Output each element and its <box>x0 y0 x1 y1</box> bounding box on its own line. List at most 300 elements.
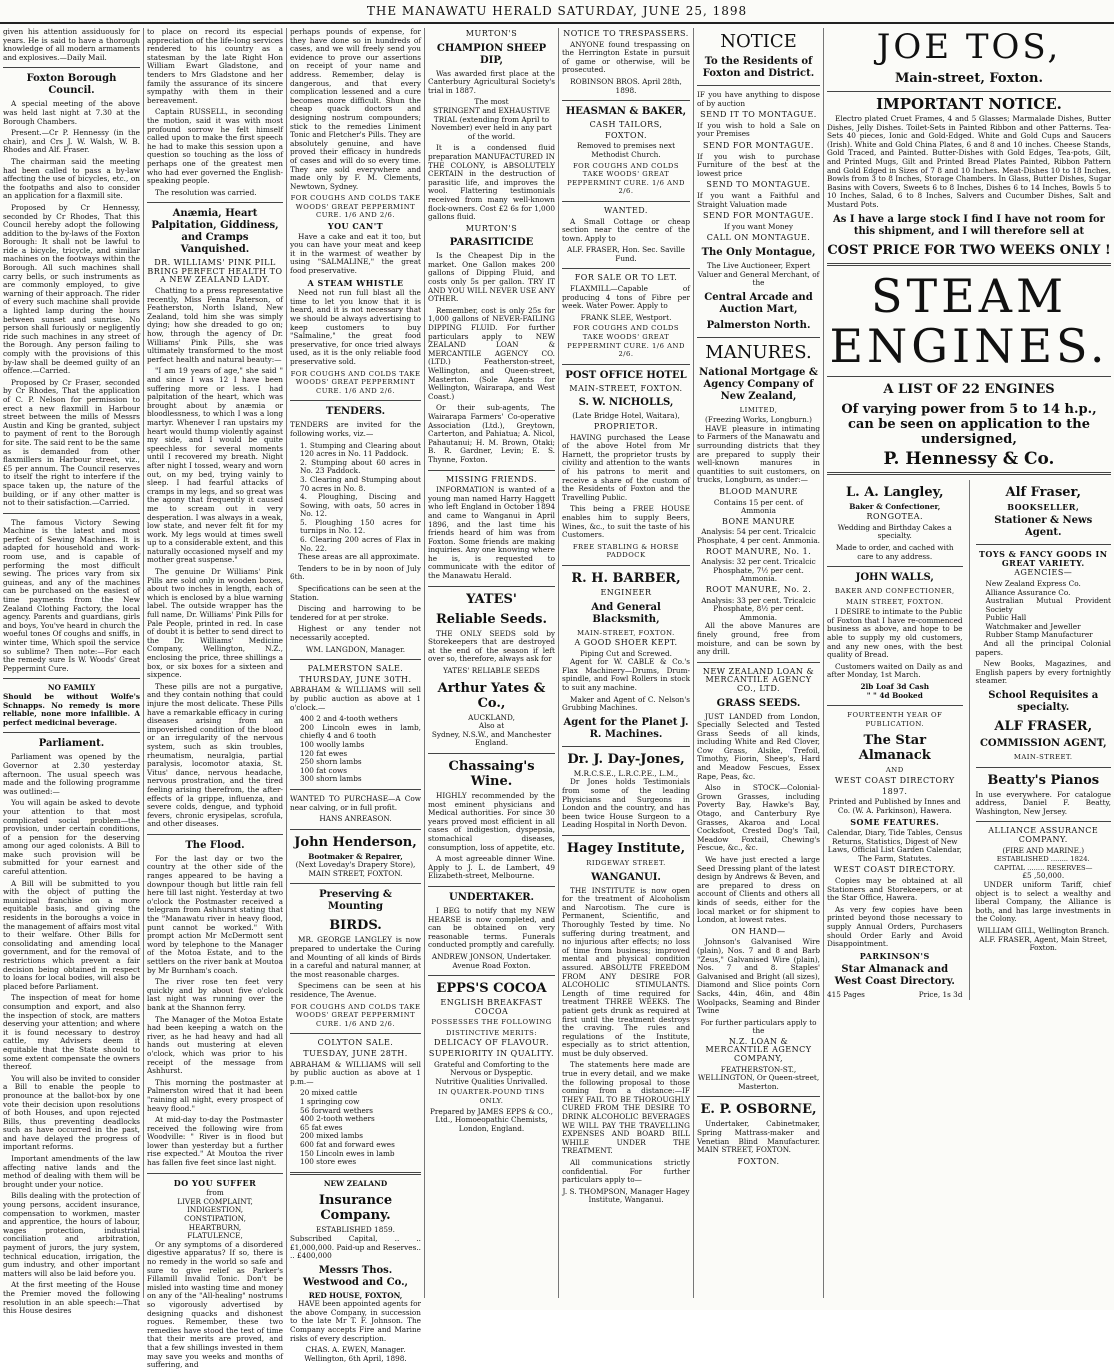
list-item: INDIGESTION, <box>186 1205 244 1215</box>
list-item: 2. Stumping about 60 acres in No. 23 Paddock. <box>300 457 421 476</box>
heading-nicholls: S. W. NICHOLLS, <box>578 397 674 409</box>
text: Also at <box>478 721 505 731</box>
divider <box>827 705 963 706</box>
heading-national-mortgage: National Mortgage & Agency Company of New Zealand, <box>699 366 818 402</box>
heading-alf-fraser: Alf Fraser, <box>1005 484 1081 500</box>
text: As I have a large stock I find I have not room for this shipment, and I will therefore sell at <box>833 213 1105 237</box>
signature: ALF. FRASER, Agent, Main Street, Foxton. <box>979 934 1108 953</box>
paragraph: Should be without Wolfe's Schnapps. No remedy is more reliable, none more infallible. A perfect medicinal beverage. <box>3 691 140 727</box>
text: " " 4d Booked <box>866 690 923 700</box>
text: Piping Cut and Screwed. <box>580 648 672 658</box>
list-item: 400 2 and 4-tooth wethers <box>300 714 398 724</box>
heading-arthur-yates: Arthur Yates & Co., <box>437 680 546 711</box>
notice-line: SEND FOR MONTAGUE. <box>703 140 814 150</box>
text: DISTINCTIVE MERITS: <box>445 1028 538 1037</box>
heading-champion-dip: CHAMPION SHEEP DIP, <box>436 42 547 66</box>
heading-preserving: Preserving & Mounting <box>319 889 392 913</box>
text: LIMITED, <box>739 405 778 414</box>
list-item: Australian Mutual Provident Society <box>985 596 1111 614</box>
heading-hagey: Hagey Institute, <box>566 841 686 856</box>
subheading: Baker & Confectioner, <box>849 501 941 511</box>
text: AUCKLAND, <box>468 712 515 722</box>
paragraph: JUST LANDED from London, Specially Selected and Tested Grass Seeds of all kinds, including White and Red Clover, Cow Grass, Alsike, Trefoil, Timothy, Fiorin, Sheep's, Hard and Meadow Fescues, Essex Rape, Peas, &c. <box>697 711 820 781</box>
paragraph: Tenders to be in by noon of July 6th. <box>290 563 421 582</box>
column-rule <box>969 480 970 1000</box>
divider <box>562 746 690 747</box>
address: Main-street, Foxton. <box>895 71 1043 86</box>
paragraph: Bills dealing with the protection of young persons, accident insurance, compensation to workmen, master and apprentice, the hours of labour, wages protection, industrial conciliation and arbitration, payment of jurors, the jury system, technical education, irrigation, the gum industry, and other important matters will also be laid before you. <box>3 1191 140 1278</box>
paragraph: All communications strictly confidential. For further particulars apply to— <box>562 1158 690 1185</box>
heading-steam-whistle: A STEAM WHISTLE <box>307 277 404 288</box>
heading-insurance: Insurance Company. <box>318 1193 393 1224</box>
heading-steam: STEAM <box>870 268 1068 323</box>
address: MAIN-STREET, FOXTON. <box>577 628 675 637</box>
heading-no-family: NO FAMILY <box>47 683 96 693</box>
manure-analysis: Analysis: 32 per cent. Tricalcic Phosphate, 7½ per cent. Ammonia. <box>701 557 816 584</box>
paragraph: Proposed by Cr Hennessy, seconded by Cr Rhodes, That this Council hereby adopt the following addition to the by-laws of the Foxton Borough: It shall not be lawful to ride a bicycle, tricycle, and similar machines on the footways within the Borough. All such machines shall carry bells, or such instruments as are commonly employed, to give warning of their approach. The rider of every such machine shall provide a lighted lamp during the hours between sunset and sunrise. No person shall furiously or negligently ride such machines in any street of the Borough. Any person failing to comply with the provisions of this by-law shall be deemed guilty of an offence.—Carried. <box>3 202 140 376</box>
paragraph: Remember, cost is only 25s for 1,000 gallons of NEVER-FAILING DIPPING FLUID. For further particulars apply to NEW ZEALAND LOAN & MERCANTILE AGENCY CO. (LTD.) Featherston-street, Wellington, and Queen-street, Masterton. (Sole Agents for Wellington, Wairarapa, and West Coast.) <box>428 305 555 401</box>
paragraph: This morning the postmaster at Palmerston wired that it had been "raining all night, every prospect of heavy flood." <box>147 1077 283 1113</box>
paragraph: I BEG to notify that my NEW HEARSE is now completed, and can be obtained on very reasonable terms. Funerals conducted promptly and carefully. <box>428 905 555 950</box>
paragraph: At mid-day to-day the Postmaster received the following wire from Woodville: " River is in flood but lower than yesterday but a further rise expected." At Moutoa the river has fallen five feet since last night. <box>147 1115 283 1168</box>
ad-cough-cure: FOR COUGHS AND COLDS TAKE WOODS' GREAT PEPPERMINT CURE. 1/6 AND 2/6. <box>567 324 685 359</box>
paragraph: Customers waited on Daily as and after Monday, 1st March. <box>827 661 963 680</box>
divider <box>697 85 820 86</box>
heading-wanted: WANTED. <box>604 205 648 215</box>
paragraph: These areas are all approximate. <box>298 552 420 562</box>
paragraph: Undertaker, Cabinetmaker, Spring Mattrass-maker and Venetian Blind Manufacturer. MAIN STREET, FOXTON. <box>697 1119 820 1155</box>
heading-birds: BIRDS. <box>329 918 382 934</box>
paragraph: These pills are not a purgative, and they contain nothing that could injure the most delicate. These Pills have a remarkable efficacy in curing diseases arising from an impoverished condition of the blood or an irregularity of the nervous system, such as skin troubles, rheumatism, neuralgia, partial paralysis, locomotor ataxia, St. Vitus' dance, nervous headache, nervous prostration, and the tired feeling arising therefrom, the after-effects of la grippe, influenza, and severe colds, dengue, and typhoid fevers, chronic erysipelas, scrofula, and other diseases. <box>147 681 283 829</box>
paragraph: FLAXMILL—Capable of producing 4 tons of Fibre per week. Water Power. Apply to <box>562 284 690 311</box>
paragraph: ANYONE found trespassing on the Herrington Estate in pursuit of game or otherwise, will be prosecuted. <box>562 39 690 75</box>
text: CAPITAL ........ RESERVES— <box>994 863 1093 872</box>
heading-alliance: ALLIANCE ASSURANCE COMPANY. <box>988 826 1099 844</box>
list-item: Rubber Stamp Manufacturer <box>985 630 1093 640</box>
paragraph: Electro plated Cruet Frames, 4 and 5 Glasses; Marmalade Dishes, Butter Dishes, Jelly Dishes. Toilet-Sets in Painted Ribbon and other Patterns. Tea-Sets 40 pieces, Ionic and Gold-Edged. White and Gold Cups and Saucers (Irish). White and Gold China Plates, 6 and 8 and 10 inches. Cheese Stands, Gold Traced, and Painted. Butter-Dishes with Gold Edges, Tea-pots, Gilt, and Printed Mugs, Gilt and Printed Bread Plates Painted, Ribbon Pattern and Gold Edged in Sizes of 7 8 and 10 Inches. Meat-Dishes 10 to 18 Inches, Bowls from 3 to 8 Inches, Storage Chambers. In Glass, Butter Dishes, Sugar Basins with Covers, Sweets 6 to 8 Inches, Dishes 6 to 14 Inches, Bowls 5 to 10 Inches, Salad, 6 to 8 Inches, Salvers and Cucumber Dishes, Salt and Mustard Pots. <box>827 114 1111 209</box>
paragraph: THE ONLY SEEDS sold by Storekeepers that are destroyed at the end of the season if left over so, therefore, always ask for <box>428 628 555 664</box>
heading-important-notice: IMPORTANT NOTICE. <box>876 95 1062 113</box>
paragraph: UNDER uniform Tariff, chief object is to select a wealthy and liberal Company, the Alliance is both, and has large investments in the Colony. <box>975 879 1111 924</box>
divider <box>976 767 1112 768</box>
list-item: 20 mixed cattle <box>300 1088 358 1098</box>
manure-analysis: Analysis: 54 per cent. Tricalcic Phosphate, 4 per cent. Ammonia. <box>697 527 820 545</box>
divider <box>428 586 555 587</box>
paragraph: to place on record its especial appreciation of the life-long services rendered to his country as a statesman by the late Right Hon William Ewart Gladstone, and tenders to Mrs Gladstone and her family the assurance of its sincere sympathy with them in their bereavement. <box>147 27 283 105</box>
text: WEST COAST DIRECTORY <box>834 776 955 785</box>
address: (Next Loveday's Drapery Store), <box>295 860 416 870</box>
subheading: COMMISSION AGENT, <box>979 738 1107 750</box>
text: M.R.C.S.E., L.R.C.P.E., L.M., <box>573 768 679 778</box>
paragraph: A special meeting of the above was held last night at 7.30 at the Borough Chambers. <box>3 99 140 126</box>
subheading: BOOKSELLER, <box>1007 501 1080 512</box>
subheading: CASH TAILORS, <box>589 120 663 130</box>
list-item: 200 mixed lambs <box>300 1131 363 1141</box>
text: AND <box>885 766 904 775</box>
paragraph: perhaps pounds of expense, for they have done so in hundreds of cases, and we will freely send you evidence to prove our assertions on receipt of your name and address. Remember, delay is dangerous, and that every complication lessened and a cure becomes more difficult. Shun the cheap quack doctors and designing nostrum compounders; stick to the remedies Liniment Tonic and Fletcher's Pills. They are absolutely genuine, and have proved their efficacy in hundreds of cases and will do so every time. They are sold everywhere and made only by F. M. Clements, Newtown, Sydney. <box>290 27 421 191</box>
paragraph: The chairman said the meeting had been called to pass a by-law affecting the use of bicycles, etc., on the footpaths and also to consider an application for a flaxmill site. <box>3 156 140 201</box>
paragraph: Parliament was opened by the Governor at 2.30 yesterday afternoon. The usual speech was made and the following programme was outlined:— <box>3 752 140 796</box>
paragraph: The genuine Dr Williams' Pink Pills are sold only in wooden boxes, about two inches in length, each of which is enclosed by a blue warning label. The outside wrapper has the full name, Dr. Williams' Pink Pills for Pale People, printed in red. In case of doubt it is better to send direct to the Dr. Williams' Medicine Company, Wellington, N.Z., enclosing the price, three shillings a box, or six boxes for a sixteen and sixpence. <box>147 567 283 680</box>
signature: ALF. FRASER, Hon. Sec. Saville Fund. <box>567 245 685 263</box>
list-item: LIVER COMPLAINT, <box>177 1196 253 1206</box>
paragraph: "I am 19 years of age," she said " and since I was 12 I have been suffering more or less. I had palpitation of the heart, which was brought about by anæmia or bloodlessness, to which I was a long martyr. Whenever I ran upstairs my heart would thump violently against my side, and I would be quite speechless for several moments until I recovered my breath. Night after night I tossed, weary and worn out, on my bed, trying vainly to sleep. I had fearful attacks of cramps in my legs, and so great was the agony that frequently it caused me to scream out in very desperation. I was always in a weak, low state, and never felt fit for my work. My legs would at times swell up to a considerable extent, and this naturally occasioned myself and my mother great suspense." <box>147 366 283 565</box>
heading-manures: MANURES. <box>705 341 812 363</box>
text: (Freezing Works, Longburn.) <box>705 415 812 425</box>
text: Removed to premises next Methodist Church. <box>576 141 676 159</box>
paragraph: As very few copies have been printed beyond those necessary to supply Annual Orders, Purchasers should Order Early and Avoid Disappointment. <box>827 904 963 949</box>
tenders-list <box>290 442 421 554</box>
price: Price, 1s 3d <box>918 990 963 1000</box>
paragraph: Dr Jones holds Testimonials from some of the leading Physicians and Surgeons in London and the country, and has been twice House Surgeon to a Leading Hospital in North Devon. <box>562 777 690 830</box>
list-item: 100 fat cows <box>300 765 348 775</box>
notice-line: SEND TO MONTAGUE. <box>706 180 811 190</box>
list-item: 120 fat ewes <box>300 748 348 758</box>
text: SUPERIORITY IN QUALITY. <box>428 1049 555 1059</box>
notice-line: If you want a Faithful and Straight Valuation made <box>697 190 820 209</box>
address: RIDGEWAY STREET. <box>586 859 666 867</box>
divider <box>562 835 690 836</box>
divider <box>290 1172 421 1175</box>
address: MAIN-STREET. <box>1013 753 1073 762</box>
paragraph: Maker and Agent of C. Nelson's Grubbing Machines. <box>562 694 690 713</box>
manure-analysis: Analysis: 33 per cent. Tricalcic Phosphate, 8½ per cent. Ammonia. <box>701 595 816 622</box>
column-4 <box>425 28 558 1298</box>
heading-joe-tos: JOE TOS, <box>876 27 1062 67</box>
list-item: 1. Stumping and Clearing about 120 acres in No. 11 Paddock. <box>300 440 421 459</box>
text: YATES' RELIABLE SEEDS <box>443 666 540 676</box>
heading-palmerston-north: Palmerston North. <box>706 319 811 331</box>
divider <box>147 202 283 203</box>
text: WEST COAST DIRECTORY. <box>833 865 956 875</box>
heading-tenders: TENDERS. <box>325 406 386 418</box>
paragraph: The inspection of meat for home consumption and export, and also the inspection of stock, are matters deserving your attention; and where it is found necessary to destroy cattle, my Advisers deem it equitable that the State should to some extent compensate the owners thereof. <box>3 993 140 1072</box>
paragraph: Have a cake and eat it too, but you can have your meat and keep it in the warmest of weather by using "SALMALINE," the great food preservative. <box>290 231 421 276</box>
heading-trespassers: NOTICE TO TRESPASSERS. <box>563 29 689 38</box>
heading-residents: To the Residents of Foxton and District. <box>702 56 815 79</box>
notice-line: If you wish to hold a Sale on your Premises <box>697 120 820 139</box>
divider <box>147 1173 283 1174</box>
paragraph: STRINGENT and EXHAUSTIVE TRIAL (extending from April to November) ever held in any part of the world. <box>431 105 552 141</box>
paragraph: The resolution was carried. <box>155 187 257 197</box>
divider <box>827 566 963 567</box>
heading-yates: YATES' <box>466 591 517 607</box>
paragraph: The river rose ten feet very quickly and by about five o'clock last night was running over the bank at the Shannon ferry. <box>147 977 283 1012</box>
column-6 <box>694 28 823 1298</box>
ad-cough-cure: FOR COUGHS AND COLDS TAKE WOODS' GREAT PEPPERMINT CURE. 1/6 AND 2/6. <box>290 194 421 220</box>
address: MAIN STREET, FOXTON. <box>308 868 403 878</box>
text: IN QUARTER-POUND TINS ONLY. <box>438 1088 545 1106</box>
manure-name: BONE MANURE <box>721 516 796 526</box>
divider <box>562 268 690 269</box>
divider <box>697 1096 820 1097</box>
column-3 <box>287 27 424 1363</box>
list-item: 100 woolly lambs <box>300 739 365 749</box>
text: FREE STABLING & HORSE PADDOCK <box>572 542 680 560</box>
signature: WM. LANGDON, Manager. <box>305 644 406 654</box>
text: ESTABLISHED ........ 1824. <box>996 855 1090 864</box>
heading-murtons: MURTON'S <box>465 29 518 38</box>
heading-planet: Agent for the Planet J. R. Machines. <box>563 716 689 740</box>
text: FOXTON. <box>604 130 648 140</box>
text: 1897. <box>882 786 908 796</box>
subheading: Stationer & News Agent. <box>994 515 1093 539</box>
divider <box>976 821 1112 822</box>
text: PARKINSON'S <box>859 950 930 961</box>
heading-john-walls: JOHN WALLS, <box>855 572 934 584</box>
paragraph: Or any symptoms of a disordered digestive apparatus? If so, there is no remedy in the world so safe and sure to give relief as Parker's Fillamill Invalid Tonic. Don't be misled into wasting time and money on any of the "All-healing" nostrums so vigorously advertised by designing quacks and dishonest rogues. Remember, these two remedies have stood the test of time that their merits are proved, and that a few shillings invested in them may save you weeks and months of suffering, and <box>147 1239 283 1370</box>
heading-colyton-sale: COLYTON SALE. <box>317 1038 394 1048</box>
paragraph: The famous Victory Sewing Machine is the latest and most perfect of Sewing Machines. It is adapted for household and work-room use, and is capable of performing the most difficult sewing. The prices vary from six guineas, and any of the machines can be purchased on the easiest of time payments from the New Zealand Clothing Factory, the local agency. Parents and guardians, girls and boys, You've heard in church the woeful tones Of coughs and sniffs, in winter time, Which spoil the service so sublime? Then note:—For each the remedy sure Is W. Woods' Great Peppermint Cure. <box>3 517 140 673</box>
paragraph: Discing and harrowing to be tendered for at per stroke. <box>290 604 421 622</box>
heading-john-henderson: John Henderson, <box>294 834 417 850</box>
paragraph: Specifications can be seen at the Station. <box>290 584 421 602</box>
paragraph: Agent for W. CABLE & Co.'s Flax Machinery—Drums, Drum-spindle, and Fowl Rollers in stock to suit any machine. <box>562 657 690 693</box>
column-2 <box>144 27 286 1370</box>
masthead-title: THE MANAWATU HERALD SATURDAY, JUNE 25, 1898 <box>366 4 748 18</box>
divider <box>428 975 555 976</box>
paragraph: Proposed by Cr Fraser, seconded by Cr Rhodes, That the application of C. P. Nelson for permission to erect a new flaxmill in Harbour street between the mills of Messrs Austin and King be granted, subject to payment of rent to the Borough for site. The said rent to be the same as is demanded from other flaxmillers in Harbour street, viz., £5 per annum. The Council reserves to itself the right to interfere if the space taken up, the nature of the building, or if any other matter is not to their satisfaction.—Carried. <box>3 377 140 508</box>
divider <box>697 662 820 663</box>
notice-line: If you want Money <box>724 221 793 231</box>
paragraph: Is the Cheapest Dip in the market. One Gallon makes 200 gallons of Dipping Fluid, and costs only 5s per gallon. TRY IT AND YOU WILL NEVER USE ANY OTHER. <box>428 251 555 304</box>
heading-flood: The Flood. <box>185 839 245 851</box>
subheading: RED HOUSE, FOXTON, <box>308 1290 403 1300</box>
text: RONGOTEA. <box>866 512 924 522</box>
heading-murtons: MURTON'S <box>465 223 518 233</box>
heading-star2: Star Almanack and West Coast Directory. <box>834 964 955 988</box>
paragraph: I DESIRE to intimate to the Public of Foxton that I have re-commenced business as above, and hope to be able to supply my old customers, and any new ones, with the best quality of Bread. <box>827 607 963 660</box>
paragraph: Important amendments of the law affecting native lands and the method of dealing with them will be brought under your notice. <box>3 1154 140 1189</box>
divider <box>428 470 555 471</box>
signature: CHAS. A. EWEN, Manager. Wellington, 6th April, 1898. <box>304 1345 407 1363</box>
text: 2lb Loaf 3d Cash <box>860 682 930 692</box>
paragraph: Made to order, and cached with care to any address. <box>835 542 954 561</box>
signature: ROBINSON BROS. April 28th, 1898. <box>570 76 682 95</box>
divider <box>290 400 421 401</box>
heading-post-office-hotel: POST OFFICE HOTEL <box>565 369 687 381</box>
established: ESTABLISHED 1859. <box>316 1225 395 1235</box>
list-item: 4. Ploughing, Discing and Sowing, with oats, 50 acres in No. 12. <box>300 492 421 519</box>
list-item: Alliance Assurance Co. <box>985 587 1071 597</box>
heading-do-you-suffer: DO YOU SUFFER <box>173 1177 257 1188</box>
list-item: 100 store ewes <box>300 1157 357 1167</box>
paragraph: Wedding and Birthday Cakes a specialty. <box>837 522 952 541</box>
heading-westwood: Messrs Thos. Westwood and Co., <box>302 1264 409 1288</box>
article-intro: given his attention assiduously for years. He is said to have a thorough knowledge of all modern armaments and explosives.—Daily Mail. <box>3 27 140 62</box>
text: DELICACY OF FLAVOUR. <box>434 1038 549 1048</box>
heading-parliament: Parliament. <box>38 738 105 750</box>
list-item: Watchmaker and Jeweller <box>985 621 1081 631</box>
column-1 <box>0 27 143 1316</box>
text: TOYS & FANCY GOODS IN GREAT VARIETY. <box>978 549 1108 568</box>
heading-hennessy: P. Hennessy & Co. <box>883 448 1055 469</box>
list-item: 3. Clearing and Stumping about 70 acres in No. 8. <box>300 474 421 493</box>
text: £5 ,50,000. <box>1022 871 1065 881</box>
divider <box>428 886 555 887</box>
paragraph: New Books, Magazines, and English papers by every fortnightly steamer. <box>975 659 1111 686</box>
text: SOME FEATURES. <box>850 817 940 828</box>
price-row <box>827 991 963 1000</box>
divider <box>827 263 1111 266</box>
notice-line: IF you have anything to dispose of by auction <box>697 90 820 108</box>
paragraph: HAVING purchased the Lease of the above Hotel from Mr Harnett, the proprietor trusts by civility and attention to the wants of his patrons to merit and receive a share of the custom of the Residents of Foxton and the Travelling Public. <box>562 432 690 502</box>
heading-nz: NEW ZEALAND <box>323 1178 388 1188</box>
text: (FIRE AND MARINE.) <box>1002 845 1085 855</box>
list-item: 200 Lincoln ewes in lamb, chiefly 4 and 6 tooth <box>300 722 421 741</box>
heading-cost-price: COST PRICE FOR TWO WEEKS ONLY ! <box>827 242 1111 258</box>
paragraph: Calendar, Diary, Tide Tables, Census Returns, Statistics, Digest of New Laws, Official List Garden Calendar, The Farm, Statutes. <box>827 827 963 863</box>
divider <box>562 201 690 202</box>
heading-undertaker: UNDERTAKER. <box>448 891 535 903</box>
pages: 415 Pages <box>827 990 865 1000</box>
paragraph: You will also be invited to consider a Bill to enable the people to pronounce at the ballot-box by one vote their decision upon resolutions of both Houses, and upon rejected Bills, thus preventing deadlocks such as have occurred in the past, and have delayed the progress of important reforms. <box>3 1073 140 1152</box>
divider <box>290 883 421 884</box>
heading-day-jones: Dr. J. Day-Jones, <box>567 751 685 767</box>
manure-name: BLOOD MANURE <box>719 487 798 497</box>
heading-chassaing: Chassaing's Wine. <box>448 759 535 789</box>
signature: WILLIAM GILL, Wellington Branch. <box>977 925 1110 935</box>
heading-missing-friends: MISSING FRIENDS. <box>446 474 537 484</box>
paragraph: Highest or any tender not necessarily accepted. <box>290 624 421 642</box>
paragraph: THE INSTITUTE is now open for the treatment of Alcoholism and Narcotism. The cure is Permanent, Scientific, and Thoroughly Tested by time. No suffering during treatment, and no injurious after effects; no loss of time from business; improved mental and physical condition assured. ABSOLUTE FREEDOM FROM ANY DESIRE FOR ALCOHOLIC STIMULANTS. Length of time required for treatment THREE WEEKS. The patient gets drunk as required at first until the treatment destroys the craving. The rules and regulations of the Institute, especially as to strict attention, must be duly observed. <box>562 885 690 1058</box>
paragraph: Also in STOCK—Colonial-Grown Grasses, including Poverty Bay, Hawke's Bay, Otago, and Canterbury Rye Grasses, Akaroa and Local Cocksfoot, Crested Dog's Tail, Meadow Foxtail, Chewing's Fescue, &c., &c. <box>697 783 820 853</box>
heading-epps: EPPS'S COCOA <box>436 981 547 997</box>
ad-cough-cure: FOR COUGHS AND COLDS TAKE WOODS' GREAT PEPPERMINT CURE. 1/6 AND 2/6. <box>290 369 421 395</box>
signature: ANDREW JONSON, Undertaker. Avenue Road Foxton. <box>431 951 552 970</box>
text: Of varying power from 5 to 14 h.p., can be seen on application to the undersigned, <box>841 401 1097 447</box>
paragraph: This being a FREE HOUSE enables him to supply Beers, Wines, &c., to suit the taste of his Customers. <box>562 504 690 540</box>
list-item: 1 springing cow <box>300 1096 360 1106</box>
paragraph: Copies may be obtained at all Stationers and Storekeepers, or at the Star Office, Hawera. <box>827 875 963 903</box>
divider <box>3 732 140 733</box>
text: Sydney, N.S.W., and Manchester England. <box>431 729 552 748</box>
paragraph: In use everywhere. For catalogue address, Daniel F. Beatty, Washington, New Jersey. <box>975 789 1111 816</box>
paragraph: A most agreeable dinner Wine. Apply to J. L. de Lambert, 49 Elizabeth-street, Melbourne. <box>428 854 555 881</box>
heading-palmerston-sale: PALMERSTON SALE. <box>307 664 404 674</box>
list-item: CONSTIPATION, <box>184 1214 246 1224</box>
paragraph: You will again be asked to devote your attention to that most complicated social problem—the provision, under certain conditions, of a pension for the deserving among our aged colonists. A Bill to make such provision will be submitted for your earnest and careful attention. <box>3 798 140 877</box>
text: PROPRIETOR. <box>593 422 659 431</box>
paragraph: All the above Manures are finely ground, free from moisture, and can be sown by any drill. <box>697 621 820 657</box>
paragraph: ABRAHAM & WILLIAMS will sell by public auction as above at 1 o'clock.— <box>290 685 421 712</box>
notice-line: CALL ON MONTAGUE. <box>706 233 811 243</box>
text: The most <box>474 97 509 107</box>
text: FOXTON. <box>737 1156 780 1166</box>
text: (Late Bridge Hotel, Waitara), <box>572 411 680 421</box>
paragraph: Subscribed Capital, .. .. £1,000,000. Paid-up and Reserves.. .. £400,000 <box>290 1233 421 1261</box>
paragraph: HAVE pleasure in intimating to Farmers of the Manawatu and surrounding districts that they are prepared to supply their well-known manures in quantities to suit customers, on trucks, Longburn, as under:— <box>697 423 820 485</box>
address: FEATHERSTON-ST., WELLINGTON, Or Queen-street, Masterton. <box>697 1064 820 1091</box>
divider <box>562 565 690 566</box>
sale-date: THURSDAY, JUNE 30TH. <box>299 674 412 684</box>
paragraph: Chatting to a press representative recently, Miss Fenna Paterson, of Featherston, North Island, New Zealand, told him she was simply dying; how she dreaded to go on; how, through the agency of Dr. Williams' Pink Pills, she was ultimately transformed to the most perfect health and natural beauty:— <box>147 286 283 364</box>
manure-name: ROOT MANURE, No. 1. <box>705 546 812 556</box>
text: FOURTEENTH YEAR OF PUBLICATION. <box>847 711 943 728</box>
divider <box>290 829 421 830</box>
manure-name: ROOT MANURE, No. 2. <box>705 584 812 594</box>
heading-beattys-pianos: Beatty's Pianos <box>987 772 1100 788</box>
subcolumn-right <box>976 480 1112 1000</box>
divider <box>428 753 555 754</box>
paragraph: Printed and Published by Innes and Co. (W. A. Parkinson), Hawera. <box>828 797 961 815</box>
heading-for-sale: FOR SALE OR TO LET. <box>574 273 678 283</box>
paragraph: Was awarded first place at the Canterbury Agricultural Society's trial in 1887. <box>428 68 555 95</box>
notice-line: SEND IT TO MONTAGUE. <box>700 110 817 120</box>
list-item: New Zealand Express Co. <box>985 578 1081 588</box>
paragraph: WANTED TO PURCHASE—A Cow near calving, or in full profit. <box>290 793 421 812</box>
heading-blacksmith: And General Blacksmith, <box>591 601 661 625</box>
heading-notice: NOTICE <box>720 31 797 52</box>
list-item: 150 Lincoln ewes in lamb <box>300 1148 395 1158</box>
divider <box>827 472 1111 475</box>
text: For further particulars apply to the <box>700 1017 817 1036</box>
ad-cough-cure: FOR COUGHS AND COLDS TAKE WOODS' GREAT PEPPERMINT CURE. 1/6 AND 2/6. <box>290 1002 421 1028</box>
divider <box>290 1033 421 1034</box>
paragraph: For the last day or two the country at the other side of the ranges appeared to be having a downpour though but little rain fell here till last night. Yesterday at two o'clock the Postmaster received a telegram from Ashhurst stating that the "Manawatu river in heavy flood, punt cannot be worked." With prompt action Mr McDermott sent word by telephone to the Manager of the Motoa Estate, and to the settlers on the river bank at Moutoa by Mr Burnham's coach. <box>147 853 283 975</box>
paragraph: INFORMATION is wanted of a young man named Harry Haggett who left England in October 1894 and came to Wanganui in April 1896, and the last time his friends heard of him was from Foxton. Some friends are making inquiries. Any one knowing where he is, is requested to communicate with the editor of the Manawatu Herald. <box>428 485 555 581</box>
heading-barber: R. H. BARBER, <box>571 570 681 586</box>
divider <box>562 100 690 101</box>
text: School Requisites a specialty. <box>988 690 1099 714</box>
text: POSSESSES THE FOLLOWING <box>431 1018 552 1027</box>
address: MAIN-STREET, FOXTON. <box>569 383 683 393</box>
heading-alf-fraser-2: ALF FRASER, <box>994 719 1093 735</box>
divider <box>147 834 283 835</box>
paragraph: At the first meeting of the House the Premier moved the following resolution in an able speech:—That this House desires <box>3 1280 140 1316</box>
subcolumn-left <box>827 480 963 1000</box>
list-item: Public Hall <box>985 613 1027 623</box>
paragraph: The Live Auctioneer, Expert Valuer and General Merchant, of the <box>697 260 820 288</box>
text: Grateful and Comforting to the Nervous or Dyspeptic. <box>433 1059 550 1078</box>
heading-list-engines: A LIST OF 22 ENGINES <box>883 381 1055 397</box>
ad-cough-cure: FOR COUGHS AND COLDS TAKE WOODS' GREAT PEPPERMINT CURE. 1/6 AND 2/6. <box>567 161 685 196</box>
heading-osborne: E. P. OSBORNE, <box>700 1102 817 1118</box>
list-item: 5. Ploughing 150 acres for turnips in No. 12. <box>300 517 421 536</box>
text: ON HAND— <box>731 926 786 936</box>
list-item: 65 fat ewes <box>300 1122 343 1132</box>
text: Prepared by JAMES EPPS & CO., Ltd., Homoeopathic Chemists, London, England. <box>429 1106 553 1133</box>
heading-grass-seeds: GRASS SEEDS. <box>716 697 801 709</box>
two-column-ads <box>827 480 1111 1000</box>
sale-date: TUESDAY, JUNE 28TH. <box>303 1049 408 1058</box>
heading-montague: The Only Montague, <box>701 246 816 258</box>
heading-foxton-council: Foxton Borough Council. <box>26 73 117 97</box>
signature: J. S. THOMPSON, Manager Hagey Institute, Wanganui. <box>562 1186 690 1205</box>
address: MAIN STREET, FOXTON. <box>845 597 944 606</box>
divider <box>827 91 1111 92</box>
column-7 <box>824 28 1114 1298</box>
paragraph: Need not run full blast all the time to let you know that it is heard, and it is not necessary that we should be always advertising to keep customers to buy "Salmaline," the great food preservative, for once tried always used, as it is the only reliable food preservative sold. <box>290 288 421 366</box>
paragraph: MR. GEORGE LANGLEY is now prepared to undertake the Curing and Mounting of all kinds of Birds in a careful and natural manner, at the most reasonable charges. <box>290 935 421 979</box>
column-5 <box>559 28 693 1298</box>
notice-line: If you wish to purchase Furniture of the best at the lowest price <box>697 151 820 178</box>
text: A GOOD SHOER KEPT. <box>574 638 678 648</box>
list-item: HEARTBURN, <box>188 1222 242 1232</box>
heading-engines: ENGINES. <box>829 318 1109 373</box>
sale-list <box>290 1089 421 1166</box>
heading-wanganui: WANGANUI. <box>591 871 661 883</box>
heading-langley: L. A. Langley, <box>846 484 944 500</box>
paragraph: A Bill will be submitted to you with the object of putting the municipal franchise on a more equitable basis, and giving the residents in the boroughs a voice in the management of affairs most vital to their welfare. Other Bills for consolidating and amending local government, and for the removal of restrictions which prevent a fair decision being obtained in respect to loans for local bodies, will also be placed before Parliament. <box>3 878 140 991</box>
heading-parasiticide: PARASITICIDE <box>449 237 534 249</box>
agencies-list <box>976 580 1112 640</box>
heading-reliable-seeds: Reliable Seeds. <box>435 611 548 627</box>
paragraph: ABRAHAM & WILLIAMS will sell by public auction as above at 1 p.m.— <box>290 1059 421 1086</box>
heading-nzlm: NEW ZEALAND LOAN & MERCANTILE AGENCY CO., LTD. <box>702 666 815 693</box>
heading-central-arcade: Central Arcade and Auction Mart, <box>704 291 813 315</box>
text: AGENCIES— <box>1014 568 1073 578</box>
